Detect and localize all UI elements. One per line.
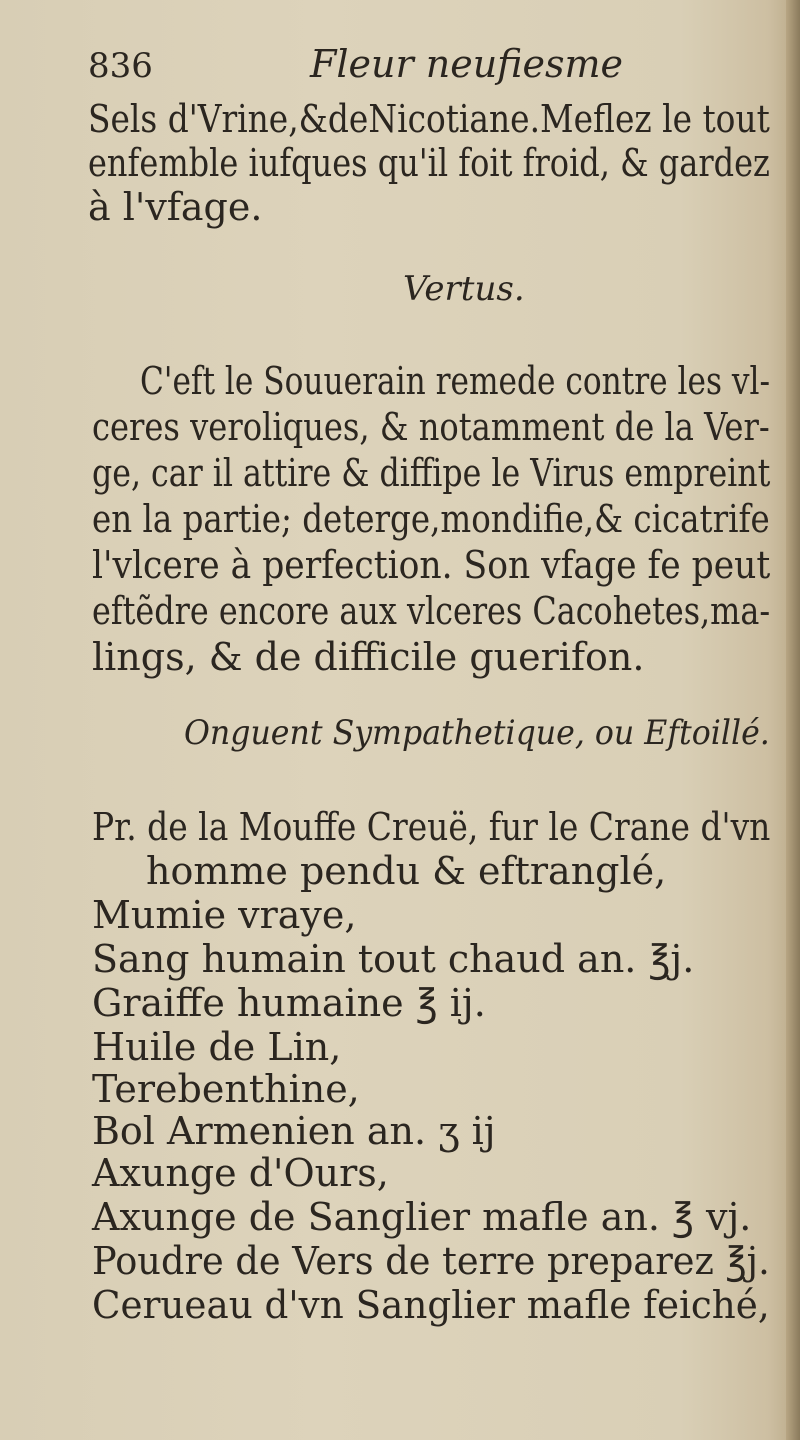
virtues-line: C'eft le Souuerain remede contre les vl- [140, 359, 771, 403]
recipe-line: Pr. de la Mouffe Creuë, fur le Crane d'vn [92, 805, 771, 849]
virtues-line: lings, & de difficile guerifon. [92, 635, 645, 679]
page-header [88, 42, 748, 94]
page-edge [786, 0, 800, 1440]
virtues-line: l'vlcere à perfection. Son vfage fe peut [92, 543, 771, 587]
recipe-line: Graiffe humaine ℥ ij. [92, 981, 486, 1025]
recipe-line: Axunge de Sanglier mafle an. ℥ vj. [92, 1195, 752, 1239]
page-number: 836 [88, 46, 153, 86]
virtues-heading: Vertus. [403, 269, 525, 309]
intro-line: enfemble iufques qu'il foit froid, & gardez [88, 141, 770, 185]
recipe-line: Terebenthine, [92, 1067, 360, 1111]
recipe-heading: Onguent Sympathetique, ou Eftoillé. [184, 713, 770, 753]
recipe-line: Mumie vraye, [92, 893, 357, 937]
intro-line: Sels d'Vrine,&deNicotiane.Meflez le tout [88, 97, 770, 141]
recipe-line: Huile de Lin, [92, 1025, 342, 1069]
recipe-line: Poudre de Vers de terre preparez ℥j. [92, 1239, 770, 1283]
running-title: Fleur neufiesme [310, 42, 624, 86]
recipe-line: Bol Armenien an. ʒ ij [92, 1109, 496, 1153]
intro-line: à l'vfage. [88, 185, 263, 229]
recipe-line: homme pendu & eftranglé, [146, 849, 667, 893]
virtues-line: ceres veroliques, & notamment de la Ver- [92, 405, 770, 449]
virtues-line: eftẽdre encore aux vlceres Cacohetes,ma- [92, 589, 771, 633]
virtues-line: ge, car il attire & diffipe le Virus empreint [92, 451, 771, 495]
recipe-line: Cerueau d'vn Sanglier mafle feiché, [92, 1283, 770, 1327]
recipe-line: Sang humain tout chaud an. ℥j. [92, 937, 695, 981]
recipe-line: Axunge d'Ours, [92, 1151, 389, 1195]
virtues-line: en la partie; deterge,mondifie,& cicatrife [92, 497, 770, 541]
